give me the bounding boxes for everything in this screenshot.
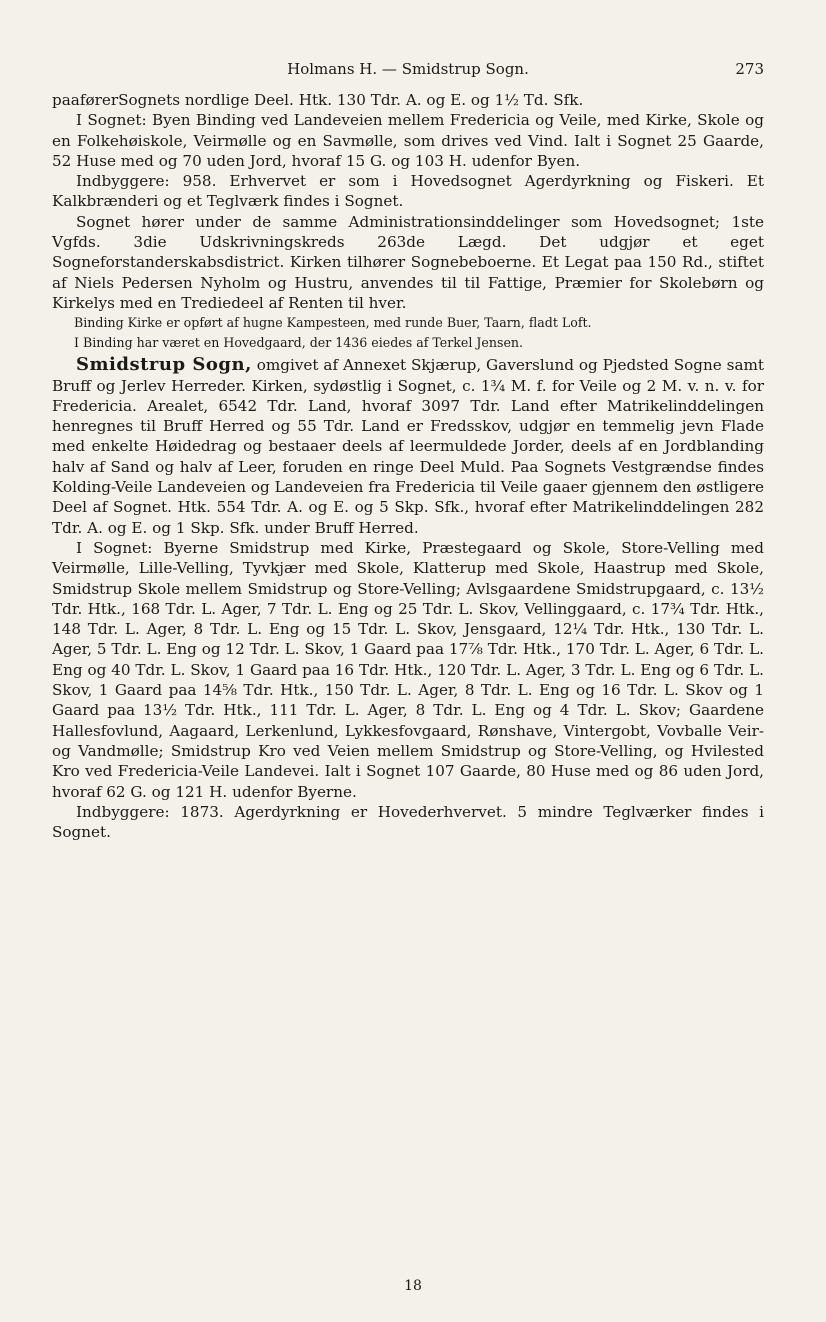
smidstrup-description: omgivet af Annexet Skjærup, Gaverslund og Pjedsted Sogne samt Bruff og Jerlev Herreder. Kirken, sydøstlig i Sognet, c. 1¾ M. f. for Veile og 2 M. v. n. v. for Fredericia. Arealet, 6542 Tdr. Land, hvoraf 3097 Tdr. Land efter Matrikelinddelingen henregnes til Bruff Herred og 55 Tdr. Land er Fredsskov, udgjør en temmelig jevn Flade med enkelte Høidedrag og bestaaer deels af leermuldede Jorder, deels af en Jordblanding halv af Sand og halv af Leer, foruden en ringe Deel Muld. Paa Sognets Vestgrændse findes Kolding-Veile Landeveien og Landeveien fra Fredericia til Veile gaaer gjennem den østligere Deel af Sognet. Htk. 554 Tdr. A. og E. og 5 Skp. Sfk., hvoraf efter Matrikelinddelingen 282 Tdr. A. og E. og 1 Skp. Sfk. under Bruff Herred. (52, 356, 764, 537)
running-header (52, 60, 764, 78)
footnote-church: Binding Kirke er opført af hugne Kampesteen, med runde Buer, Taarn, fladt Loft. (74, 315, 592, 331)
paragraph-intro: paaførerSognets nordlige Deel. Htk. 130 Tdr. A. og E. og 1½ Td. Sfk. (52, 91, 584, 109)
page-number: 273 (735, 60, 764, 78)
footnote-manor: I Binding har været en Hovedgaard, der 1436 eiedes af Terkel Jensen. (74, 335, 524, 351)
paragraph-smidstrup (52, 355, 764, 538)
printer-signature: 18 (404, 1278, 422, 1294)
paragraph-villages: I Sognet: Byerne Smidstrup med Kirke, Præstegaard og Skole, Store-Velling med Veirmølle, Lille-Velling, Tyvkjær med Skole, Klatterup med Skole, Haastrup med Skole, Smidstrup Skole mellem Smidstrup og Store-Velling; Avlsgaardene Smidstrupgaard, c. 13½ Tdr. Htk., 168 Tdr. L. Ager, 7 Tdr. L. Eng og 25 Tdr. L. Skov, Vellinggaard, c. 17¾ Tdr. Htk., 148 Tdr. L. Ager, 8 Tdr. L. Eng og 15 Tdr. L. Skov, Jensgaard, 12¼ Tdr. Htk., 130 Tdr. L. Ager, 5 Tdr. L. Eng og 12 Tdr. L. Skov, 1 Gaard paa 17⅞ Tdr. Htk., 170 Tdr. L. Ager, 6 Tdr. L. Eng og 40 Tdr. L. Skov, 1 Gaard paa 16 Tdr. Htk., 120 Tdr. L. Ager, 3 Tdr. L. Eng og 6 Tdr. L. Skov, 1 Gaard paa 14⅝ Tdr. Htk., 150 Tdr. L. Ager, 8 Tdr. L. Eng og 16 Tdr. L. Skov og 1 Gaard paa 13½ Tdr. Htk., 111 Tdr. L. Ager, 8 Tdr. L. Eng og 4 Tdr. L. Skov; Gaardene Hallesfovlund, Aagaard, Lerkenlund, Lykkesfovgaard, Rønshave, Vintergobt, Vovballe Veir- og Vandmølle; Smidstrup Kro ved Veien mellem Smidstrup og Store-Velling, og Hvilested Kro ved Fredericia-Veile Landevei. Ialt i Sognet 107 Gaarde, 80 Huse med og 86 uden Jord, hvoraf 62 G. og 121 H. udenfor Byerne. (52, 538, 764, 801)
paragraph-population: Indbyggere: 1873. Agerdyrkning er Hovederhvervet. 5 mindre Teglværker findes i Sognet. (52, 802, 764, 842)
paragraph-administration: Sognet hører under de samme Administrationsinddelinger som Hovedsognet; 1ste Vgfds. 3die Udskrivningskreds 263de Lægd. Det udgjør et eget Sogneforstanderskabsdistrict. Kirken tilhører Sognebeboerne. Et Legat paa 150 Rd., stiftet af Niels Pedersen Nyholm og Hustru, anvendes til til Fattige, Præmier for Skolebørn og Kirkelys med en Trediedeel af Renten til hver. (52, 212, 764, 312)
section-title: Smidstrup Sogn, (76, 354, 252, 376)
paragraph-binding-village: I Sognet: Byen Binding ved Landeveien mellem Fredericia og Veile, med Kirke, Skole og en Folkehøiskole, Veirmølle og en Savmølle, som drives ved Vind. Ialt i Sognet 25 Gaarde, 52 Huse med og 70 uden Jord, hvoraf 15 G. og 103 H. udenfor Byen. (52, 111, 764, 170)
paragraph-inhabitants: Indbyggere: 958. Erhvervet er som i Hovedsognet Agerdyrkning og Fiskeri. Et Kalkbrænderi og et Teglværk findes i Sognet. (52, 172, 764, 211)
header-title: Holmans H. — Smidstrup Sogn. (287, 60, 529, 78)
